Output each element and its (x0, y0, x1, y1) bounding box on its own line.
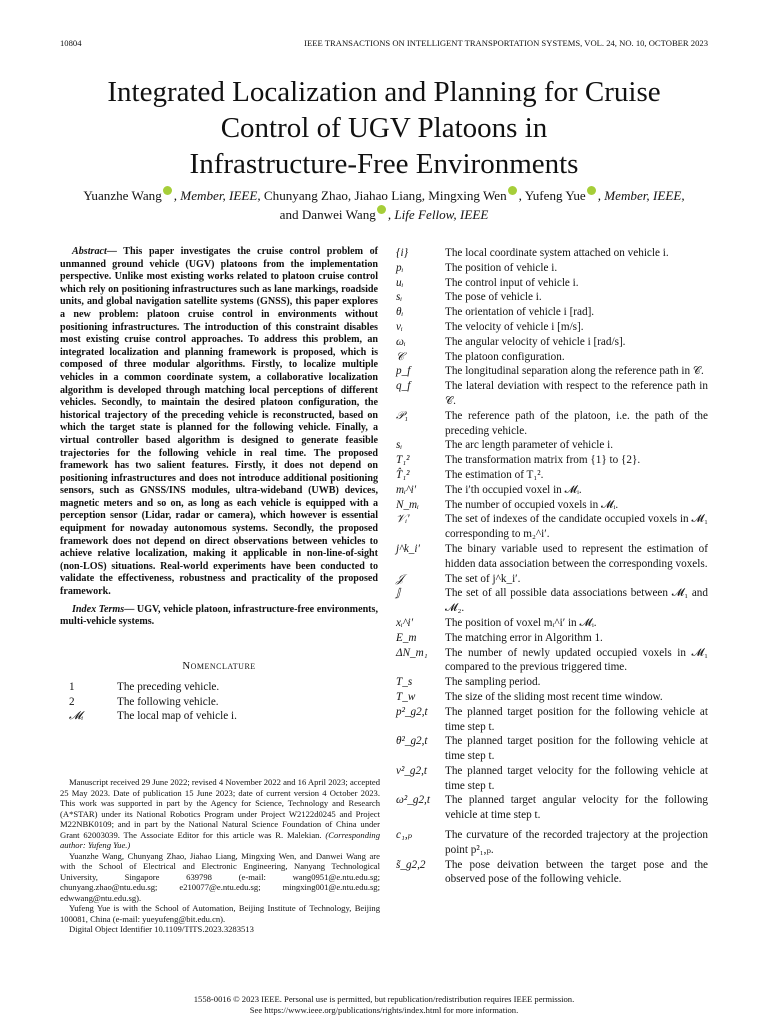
rights-line: See https://www.ieee.org/publications/rights/index.html for more information. (249, 1005, 519, 1015)
nom-desc: The platoon configuration. (445, 350, 565, 363)
nomenclature-row (396, 290, 708, 305)
nomenclature-row (396, 675, 708, 690)
nom-desc: The estimation of T₁². (445, 468, 544, 481)
title-line: Infrastructure-Free Environments (189, 148, 579, 180)
nom-symbol: ω²_g2,t (396, 794, 430, 807)
nom-desc: The following vehicle. (117, 695, 219, 708)
nom-desc: The local coordinate system attached on vehicle i. (445, 247, 669, 259)
nom-desc: The set of all possible data associations between 𝓜₁ and 𝓜₂. (445, 587, 708, 615)
nom-desc: The reference path of the platoon, i.e. the path of the preceding vehicle. (445, 409, 708, 437)
nomenclature-row (396, 305, 708, 320)
nomenclature-row (396, 364, 708, 379)
nom-symbol: sᵢ (396, 439, 403, 452)
index-terms-label: Index Terms (72, 603, 125, 615)
nomenclature-heading: Nomenclature (182, 659, 256, 672)
nomenclature-row (396, 764, 708, 794)
author-membership: , Life Fellow, IEEE (387, 207, 489, 222)
author-name: , Yufeng Yue (518, 188, 586, 203)
nom-desc: The i′th occupied voxel in 𝓜ᵢ. (445, 483, 582, 496)
nom-symbol: s̃_g2,2 (396, 858, 426, 871)
nom-symbol: 1 (69, 680, 75, 693)
author-name: Yuanzhe Wang (83, 188, 162, 203)
page-number: 10804 (60, 38, 82, 48)
nom-symbol: 𝒞 (396, 350, 405, 363)
nomenclature-row (396, 468, 708, 483)
nomenclature-row (60, 709, 378, 724)
author-list (60, 186, 708, 224)
nomenclature-row (396, 379, 708, 409)
nom-symbol: 2 (69, 695, 75, 708)
nomenclature-row (396, 631, 708, 646)
nom-symbol: 𝓜ᵢ (69, 710, 84, 723)
nom-desc: The angular velocity of vehicle i [rad/s]. (445, 335, 626, 348)
nom-symbol: v²_g2,t (396, 764, 428, 777)
nom-symbol: θᵢ (396, 306, 404, 319)
nom-symbol: T_s (396, 676, 413, 689)
author-names: Chunyang Zhao, Jiahao Liang, Mingxing Wen (260, 188, 507, 203)
index-terms-text: — UGV, vehicle platoon, infrastructure-free environments, multi-vehicle systems. (60, 603, 378, 628)
orcid-icon[interactable] (377, 205, 386, 214)
title-line: Integrated Localization and Planning for Cruise (107, 76, 661, 108)
nom-desc: The preceding vehicle. (117, 680, 220, 693)
nom-desc: The planned target position for the following vehicle at time step t. (445, 735, 708, 763)
nom-symbol: c₁,ₚ (396, 829, 413, 842)
nomenclature-row (396, 320, 708, 335)
nomenclature-row (396, 823, 708, 858)
nomenclature-row (396, 793, 708, 823)
nom-desc: The velocity of vehicle i [m/s]. (445, 320, 584, 333)
author-line-2 (60, 205, 708, 224)
nomenclature-row (396, 246, 708, 261)
nom-desc: The position of vehicle i. (445, 261, 558, 274)
nom-symbol: θ²_g2,t (396, 735, 428, 748)
nom-symbol: ωᵢ (396, 335, 406, 348)
title-line: Control of UGV Platoons in (220, 112, 548, 144)
nomenclature-row (396, 646, 708, 676)
nom-symbol: T̂₁² (396, 468, 410, 481)
nomenclature-row (396, 690, 708, 705)
nomenclature-row (396, 453, 708, 468)
nom-symbol: p_f (396, 365, 411, 378)
nomenclature-row (396, 705, 708, 735)
nomenclature-row (396, 409, 708, 439)
nomenclature-left (60, 680, 378, 724)
nomenclature-right (396, 246, 708, 887)
nom-desc: The size of the sliding most recent time window. (445, 690, 663, 703)
orcid-icon[interactable] (163, 186, 172, 195)
nom-desc: The matching error in Algorithm 1. (445, 631, 603, 644)
nom-symbol: mᵢ^i′ (396, 483, 417, 496)
running-header (60, 38, 708, 50)
orcid-icon[interactable] (508, 186, 517, 195)
nom-symbol: 𝒫₁ (396, 409, 408, 422)
nomenclature-row (396, 335, 708, 350)
nomenclature-row (396, 498, 708, 513)
nomenclature-row (396, 261, 708, 276)
nom-desc: The planned target velocity for the following vehicle at time step t. (445, 764, 708, 792)
nom-desc: The number of newly updated occupied voxels in 𝓜₁ compared to the previous triggered time. (445, 646, 708, 674)
nomenclature-row (396, 616, 708, 631)
left-column (60, 246, 378, 724)
nom-desc: The position of voxel mᵢ^i′ in 𝓜ᵢ. (445, 616, 597, 629)
footnote-manuscript (60, 777, 380, 851)
nom-symbol: xᵢ^i′ (396, 616, 414, 629)
nom-desc: The orientation of vehicle i [rad]. (445, 306, 595, 319)
index-terms (60, 604, 378, 629)
nom-desc: The curvature of the recorded trajectory at the projection point p²₁,ₚ. (445, 829, 708, 856)
nomenclature-row (60, 680, 378, 695)
nomenclature-row (396, 512, 708, 542)
nom-desc: The sampling period. (445, 676, 541, 689)
nom-desc: The set of indexes of the candidate occupied voxels in 𝓜₁ corresponding to m₂^i′. (445, 513, 708, 541)
nomenclature-row (60, 695, 378, 710)
nom-symbol: N_mᵢ (396, 498, 419, 511)
footnote (60, 777, 380, 935)
corresponding-author: (Corresponding author: Yufeng Yue.) (60, 829, 380, 850)
nom-symbol: q_f (396, 380, 411, 393)
abstract-text: — This paper investigates the cruise control problem of unmanned ground vehicle (UGV) platoons from the implementation perspective. Unlike most existing works related to platoon cruise control which rely on positioning infrastructures such as lane markings, roadside units, and global navigation satellite systems (GNSS), this paper explores a new problem: platoon cruise control in environments without positioning infrastructures. The introduction of this constraint disables most existing cruise control approaches. To address this problem, an integrated localization and planning framework is proposed, which is composed of three modular algorithms. Firstly, to localize multiple vehicles in a common coordinate system, a collaborative localization algorithm is developed through matching local perceptions of different vehicles. Secondly, to maintain the desired platoon configuration, the historical trajectory of the preceding vehicle is reconstructed, based on which the target state is planned for the following vehicle. Finally, a virtual controller based algorithm is designed to generate feasible trajectories for the following vehicle in real time. The proposed framework has two salient features. Firstly, it does not depend on positioning infrastructures and does not introduce additional positioning sensors, such as GNSS/INS modules, ultra-wideband (UWB) devices, magnetic meters and so on, as long as each vehicle is equipped with a perception sensor (Lidar, radar or camera), which however is essential equipment for nowaday autonomous systems. Secondly, the proposed framework does not depend on direct observations between vehicles to achieve relative localization, making it applicable in non-line-of-sight (non-LOS) situations. Real-world experiments have been conducted to validate the effectiveness, robustness and practicality of the proposed framework. (60, 246, 378, 598)
nom-symbol: j^k_i′ (396, 542, 420, 555)
nomenclature-row (396, 572, 708, 587)
copyright-line: 1558-0016 © 2023 IEEE. Personal use is permitted, but republication/redistribution requires IEEE permission. (193, 994, 575, 1004)
footnote-affiliation: Yufeng Yue is with the School of Automation, Beijing Institute of Technology, Beijing 100081, China (e-mail: yueyufeng@bit.edu.cn). (60, 903, 380, 924)
nom-desc: The planned target angular velocity for the following vehicle at time step t. (445, 794, 708, 822)
nomenclature-row (396, 542, 708, 572)
right-column (396, 246, 708, 887)
footnote-text: Manuscript received 29 June 2022; revised 4 November 2022 and 16 April 2023; accepted 25 May 2023. Date of publication 15 June 2023; date of current version 4 October 2023. This work was supported in part by the Agency for Science, Technology and Research (A*STAR) under its National Robotics Program under Project W2122d0245 and Project M22NBK0109; and in part by the National Natural Science Foundation of China under Grant 62003039. The Associate Editor for this article was R. Malekian. (60, 777, 380, 840)
copyright-footer (60, 994, 708, 1016)
journal-name: IEEE TRANSACTIONS ON INTELLIGENT TRANSPORTATION SYSTEMS, VOL. 24, NO. 10, OCTOBER 2023 (304, 38, 708, 48)
nom-desc: The arc length parameter of vehicle i. (445, 439, 614, 452)
footnote-doi: Digital Object Identifier 10.1109/TITS.2023.3283513 (69, 924, 254, 934)
nom-symbol: 𝒥 (396, 572, 404, 585)
paper-title (60, 74, 708, 182)
nom-symbol: 𝕁 (396, 587, 401, 600)
nom-symbol: uᵢ (396, 276, 404, 289)
nom-desc: The control input of vehicle i. (445, 276, 579, 289)
author-membership: , Member, IEEE, (597, 188, 685, 203)
nom-symbol: T₁² (396, 454, 410, 467)
nom-desc: The local map of vehicle i. (117, 710, 237, 723)
nom-symbol: sᵢ (396, 291, 403, 304)
nom-desc: The lateral deviation with respect to the reference path in 𝒞. (445, 380, 708, 407)
orcid-icon[interactable] (587, 186, 596, 195)
nom-symbol: vᵢ (396, 320, 403, 333)
nom-symbol: ΔN_m₁ (396, 646, 428, 659)
nomenclature-row (396, 483, 708, 498)
nom-symbol: 𝒱ᵢ′ (396, 513, 410, 526)
nom-desc: The binary variable used to represent the estimation of hidden data association between the corresponding voxels. (445, 542, 708, 570)
nom-symbol: {i} (396, 247, 409, 259)
nom-desc: The number of occupied voxels in 𝓜ᵢ. (445, 498, 619, 511)
nomenclature-row (396, 438, 708, 453)
nom-symbol: pᵢ (396, 261, 404, 274)
author-name: and Danwei Wang (279, 207, 376, 222)
nom-symbol: E_m (396, 631, 417, 644)
nom-desc: The longitudinal separation along the reference path in 𝒞. (445, 365, 704, 378)
nom-desc: The pose of vehicle i. (445, 291, 542, 304)
author-line-1 (60, 186, 708, 205)
nom-symbol: p²_g2,t (396, 705, 428, 718)
nomenclature-row (396, 350, 708, 365)
nomenclature-row (396, 858, 708, 888)
abstract-label: Abstract (72, 246, 107, 257)
nomenclature-row (396, 276, 708, 291)
nom-desc: The pose deivation between the target pose and the observed pose of the following vehicle. (445, 858, 708, 886)
nom-symbol: T_w (396, 690, 416, 703)
nomenclature-row (396, 586, 708, 616)
abstract (60, 246, 378, 599)
nom-desc: The transformation matrix from {1} to {2}. (445, 454, 641, 467)
author-membership: , Member, IEEE, (173, 188, 261, 203)
nom-desc: The set of j^k_i′. (445, 572, 521, 585)
nomenclature-row (396, 734, 708, 764)
footnote-affiliation: Yuanzhe Wang, Chunyang Zhao, Jiahao Liang, Mingxing Wen, and Danwei Wang are with the School of Electrical and Electronic Engineering, Nanyang Technological University, Singapore 639798 (e-mail: wang0951@e.ntu.edu.sg; chunyang.zhao@ntu.edu.sg; e210077@e.ntu.edu.sg; mingxing001@e.ntu.edu.sg; edwwang@ntu.edu.sg). (60, 850, 380, 903)
nom-desc: The planned target position for the following vehicle at time step t. (445, 705, 708, 733)
